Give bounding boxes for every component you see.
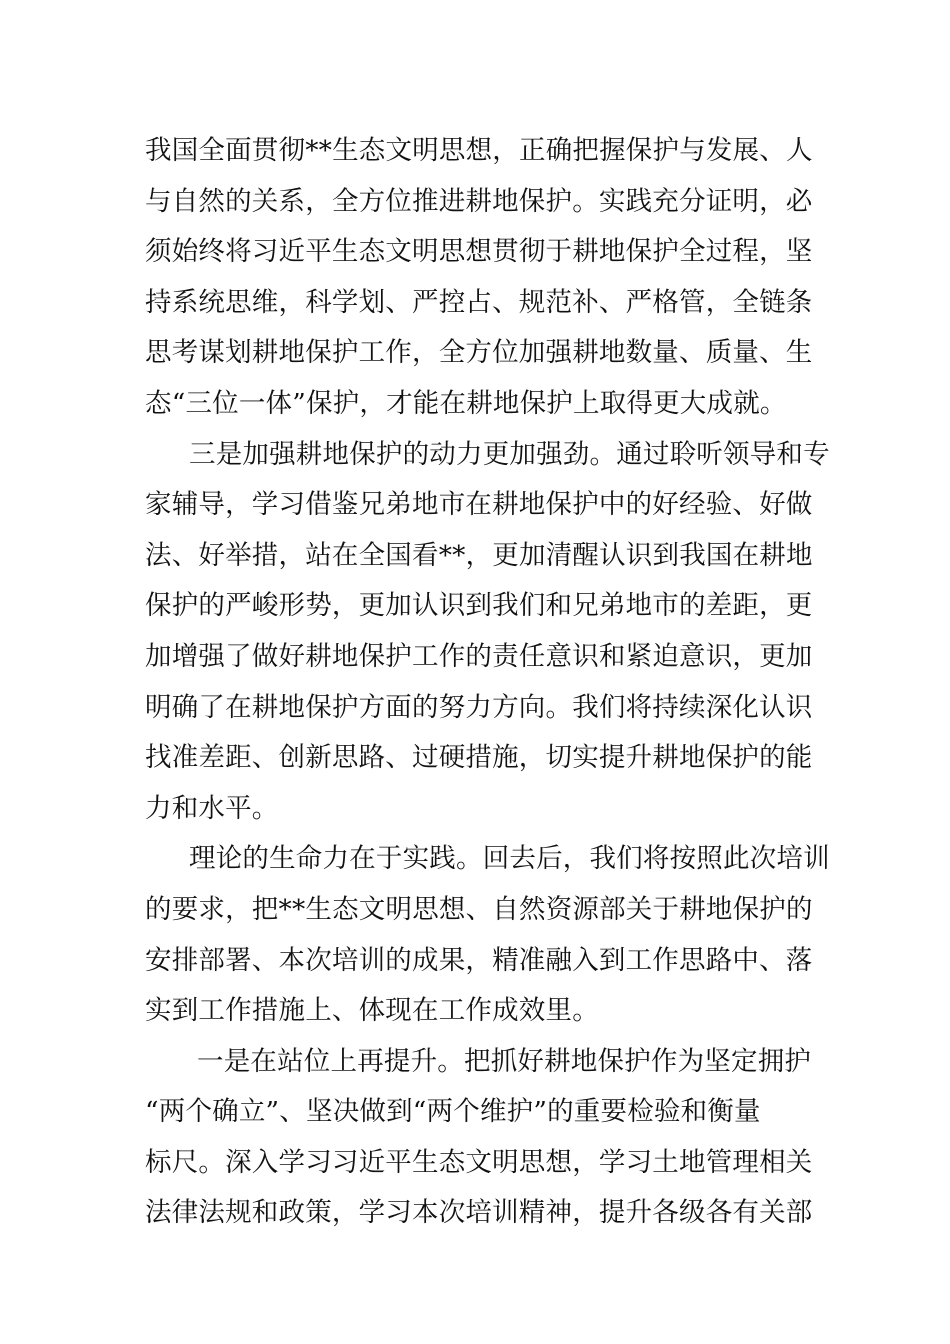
paragraph-point-one (145, 1037, 813, 1239)
text-line: 找准差距、创新思路、过硬措施，切实提升耕地保护的能 (145, 742, 813, 774)
text-line: 法律法规和政策，学习本次培训精神，提升各级各有关部 (145, 1197, 813, 1229)
text-line: 加增强了做好耕地保护工作的责任意识和紧迫意识，更加 (145, 640, 813, 672)
text-line: 安排部署、本次培训的成果，精准融入到工作思路中、落 (145, 944, 813, 976)
text-line: 与自然的关系，全方位推进耕地保护。实践充分证明，必 (145, 185, 813, 217)
text-line: “两个确立”、坚决做到“两个维护”的重要检验和衡量 (145, 1096, 761, 1128)
text-line: 态“三位一体”保护，才能在耕地保护上取得更大成就。 (145, 387, 787, 419)
text-line: 保护的严峻形势，更加认识到我们和兄弟地市的差距，更 (145, 590, 813, 622)
text-line: 力和水平。 (145, 792, 279, 824)
paragraph-ecological-civilization (145, 126, 813, 430)
text-line: 实到工作措施上、体现在工作成效里。 (145, 995, 599, 1027)
document-body (145, 126, 830, 1239)
text-line: 明确了在耕地保护方面的努力方向。我们将持续深化认识 (145, 691, 813, 723)
text-line: 家辅导，学习借鉴兄弟地市在耕地保护中的好经验、好做 (145, 489, 813, 521)
paragraph-point-three (145, 430, 830, 835)
paragraph-practice (145, 834, 830, 1036)
text-line: 标尺。深入学习习近平生态文明思想，学习土地管理相关 (145, 1146, 813, 1178)
text-line: 的要求，把**生态文明思想、自然资源部关于耕地保护的 (145, 893, 813, 925)
text-line: 持系统思维，科学划、严控占、规范补、严格管，全链条 (145, 286, 813, 318)
text-line-first: 一是在站位上再提升。把抓好耕地保护作为坚定拥护 (197, 1045, 812, 1077)
text-line-first: 三是加强耕地保护的动力更加强劲。通过聆听领导和专 (189, 438, 830, 470)
text-line: 法、好举措，站在全国看**，更加清醒认识到我国在耕地 (145, 539, 813, 571)
text-line: 思考谋划耕地保护工作，全方位加强耕地数量、质量、生 (145, 337, 813, 369)
text-line-first: 理论的生命力在于实践。回去后，我们将按照此次培训 (189, 843, 830, 875)
text-line: 须始终将习近平生态文明思想贯彻于耕地保护全过程，坚 (145, 236, 813, 268)
text-line: 我国全面贯彻**生态文明思想，正确把握保护与发展、人 (145, 135, 813, 166)
